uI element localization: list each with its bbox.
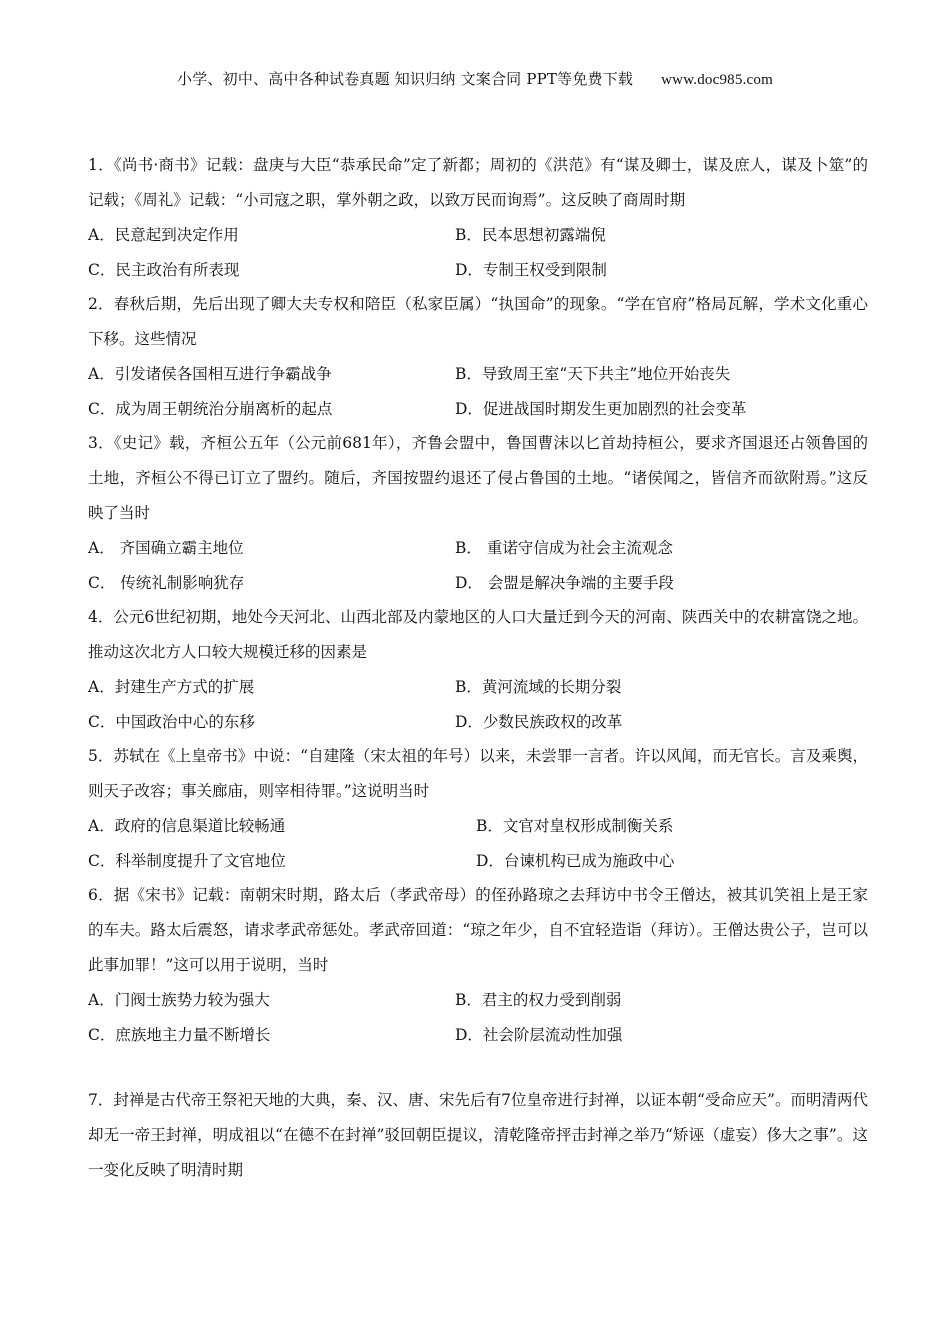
question-stem: 5．苏轼在《上皇帝书》中说：“自建隆（宋太祖的年号）以来，未尝罪一言者。许以风闻，而无官长。言及乘舆，则天子改容；事关廊庙，则宰相待罪。”这说明当时	[88, 747, 868, 800]
question-stem: 4．公元6世纪初期，地处今天河北、山西北部及内蒙地区的人口大量迁到今天的河南、陕西关中的农耕富饶之地。推动这次北方人口较大规模迁移的因素是	[88, 608, 868, 661]
question-5	[88, 739, 868, 878]
question-1	[88, 148, 868, 287]
option-a: A．封建生产方式的扩展	[88, 678, 255, 696]
option-b: B．导致周王室“天下共主”地位开始丧失	[455, 365, 731, 383]
question-7	[88, 1083, 868, 1188]
page-header	[0, 68, 950, 89]
question-stem: 1．《尚书·商书》记载：盘庚与大臣“恭承民命”定了新都；周初的《洪范》有“谋及卿士，谋及庶人，谋及卜筮”的记载；《周礼》记载：“小司寇之职，掌外朝之政，以致万民而询焉”。这反映了商周时期	[88, 156, 868, 209]
option-b: B．文官对皇权形成制衡关系	[476, 817, 674, 835]
options	[88, 531, 868, 600]
question-6	[88, 878, 868, 1052]
question-stem: 3．《史记》载，齐桓公五年（公元前681年），齐鲁会盟中，鲁国曹沫以匕首劫持桓公，要求齐国退还占领鲁国的土地，齐桓公不得已订立了盟约。随后，齐国按盟约退还了侵占鲁国的土地。“诸侯闻之，皆信齐而欲附焉。”这反映了当时	[88, 434, 868, 522]
option-c: C．科举制度提升了文官地位	[88, 851, 286, 870]
option-c: C．民主政治有所表现	[88, 260, 240, 279]
option-a: A．民意起到决定作用	[88, 226, 239, 244]
option-c: C． 传统礼制影响犹存	[88, 573, 245, 592]
option-c: C．成为周王朝统治分崩离析的起点	[88, 399, 333, 418]
question-stem: 2．春秋后期，先后出现了卿大夫专权和陪臣（私家臣属）“执国命”的现象。“学在官府”格局瓦解，学术文化重心下移。这些情况	[88, 295, 868, 348]
header-url[interactable]: www.doc985.com	[661, 72, 773, 88]
option-b: B．民本思想初露端倪	[455, 226, 606, 244]
header-text: 小学、初中、高中各种试卷真题 知识归纳 文案合同 PPT等免费下载	[177, 70, 634, 88]
option-c: C．中国政治中心的东移	[88, 712, 255, 731]
option-b: B． 重诺守信成为社会主流观念	[455, 539, 673, 557]
option-d: D．少数民族政权的改革	[455, 712, 623, 731]
question-list	[88, 148, 868, 1188]
option-a: A．政府的信息渠道比较畅通	[88, 817, 286, 835]
options	[88, 809, 868, 878]
question-2	[88, 287, 868, 426]
option-a: A．门阀士族势力较为强大	[88, 991, 270, 1009]
option-d: D．专制王权受到限制	[455, 260, 607, 279]
question-3	[88, 426, 868, 600]
option-a: A．引发诸侯各国相互进行争霸战争	[88, 365, 332, 383]
question-stem: 7．封禅是古代帝王祭祀天地的大典，秦、汉、唐、宋先后有7位皇帝进行封禅，以证本朝“受命应天”。而明清两代却无一帝王封禅，明成祖以“在德不在封禅”驳回朝臣提议，清乾隆帝抨击封禅之举乃“矫诬（虚妄）侈大之事”。这一变化反映了明清时期	[88, 1091, 868, 1179]
option-d: D． 会盟是解决争端的主要手段	[455, 573, 674, 592]
option-d: D．促进战国时期发生更加剧烈的社会变革	[455, 399, 747, 418]
option-d: D．社会阶层流动性加强	[455, 1025, 623, 1044]
options	[88, 357, 868, 426]
options	[88, 670, 868, 739]
option-b: B．黄河流域的长期分裂	[455, 678, 622, 696]
option-c: C．庶族地主力量不断增长	[88, 1025, 271, 1044]
question-4	[88, 600, 868, 739]
option-d: D．台谏机构已成为施政中心	[476, 851, 675, 870]
option-a: A． 齐国确立霸主地位	[88, 539, 244, 557]
option-b: B．君主的权力受到削弱	[455, 991, 622, 1009]
question-stem: 6．据《宋书》记载：南朝宋时期，路太后（孝武帝母）的侄孙路琼之去拜访中书令王僧达，被其讥笑祖上是王家的车夫。路太后震怒，请求孝武帝惩处。孝武帝回道：“琼之年少，自不宜轻造诣（拜访）。王僧达贵公子，岂可以此事加罪！”这可以用于说明，当时	[88, 886, 868, 974]
options	[88, 218, 868, 287]
options	[88, 983, 868, 1052]
